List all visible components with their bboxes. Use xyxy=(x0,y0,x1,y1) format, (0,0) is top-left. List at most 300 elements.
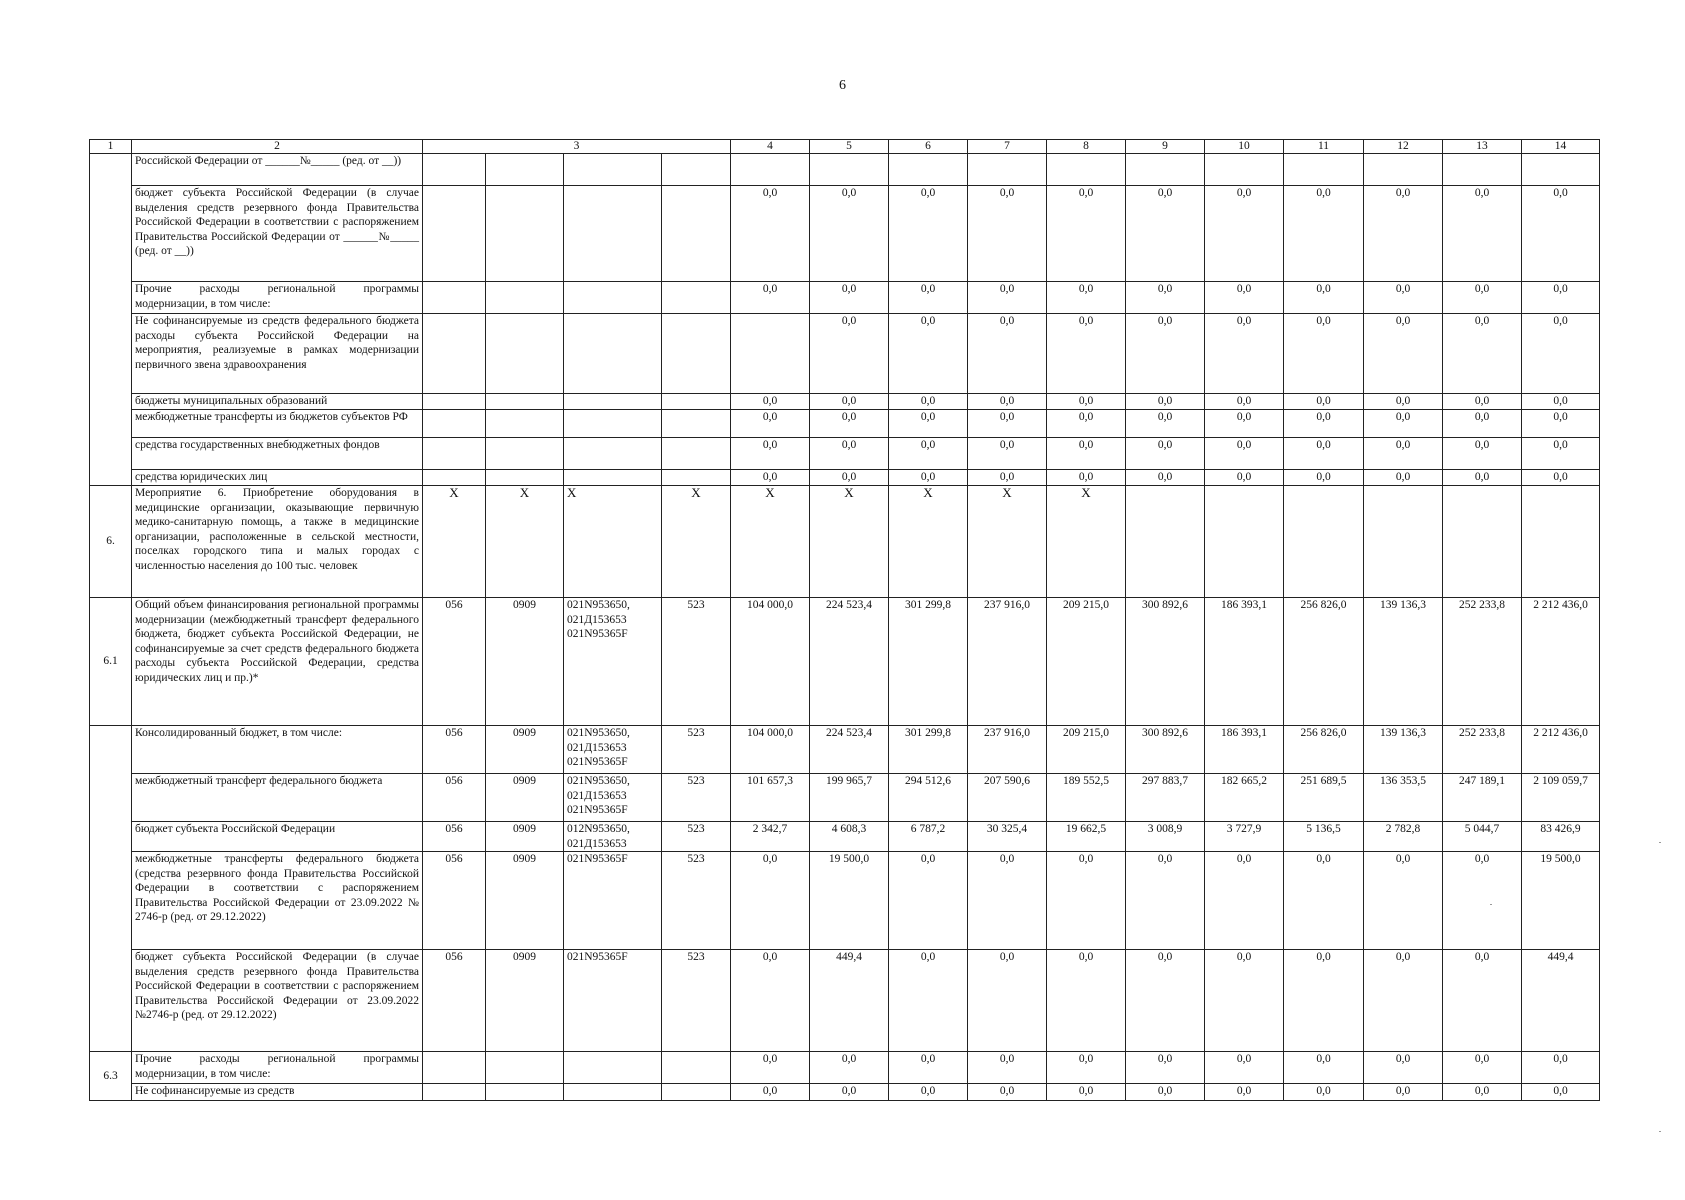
year-value-cell: 0,0 xyxy=(731,1084,810,1101)
year-value-cell: 0,0 xyxy=(889,852,968,950)
year-value-cell: 0,0 xyxy=(1047,438,1126,470)
year-value-cell: 0,0 xyxy=(1205,1084,1284,1101)
table-row xyxy=(90,726,1600,774)
table-row xyxy=(90,470,1600,486)
year-value-cell: 0,0 xyxy=(810,1084,889,1101)
row-id-cell: 6.1 xyxy=(90,598,132,726)
year-value-cell: 0,0 xyxy=(810,1052,889,1084)
year-value-cell: X xyxy=(968,486,1047,598)
row-description: Консолидированный бюджет, в том числе: xyxy=(132,726,423,774)
budget-code-cell xyxy=(423,314,486,394)
year-value-cell: 0,0 xyxy=(889,1052,968,1084)
year-value-cell: 209 215,0 xyxy=(1047,598,1126,726)
year-value-cell: 2 212 436,0 xyxy=(1522,726,1600,774)
year-value-cell: 0,0 xyxy=(731,282,810,314)
year-value-cell: 2 342,7 xyxy=(731,822,810,852)
budget-code-cell xyxy=(486,438,564,470)
year-value-cell: 237 916,0 xyxy=(968,726,1047,774)
year-value-cell: 0,0 xyxy=(1126,186,1205,282)
year-value-cell: 0,0 xyxy=(1522,1052,1600,1084)
year-value-cell: 0,0 xyxy=(1047,852,1126,950)
year-value-cell: 0,0 xyxy=(1443,950,1522,1052)
header-cell: 14 xyxy=(1522,140,1600,154)
year-value-cell: 0,0 xyxy=(1443,282,1522,314)
table-row xyxy=(90,314,1600,394)
year-value-cell: 0,0 xyxy=(1126,470,1205,486)
year-value-cell: 0,0 xyxy=(1284,314,1364,394)
budget-code-cell: 523 xyxy=(662,598,731,726)
budget-code-cell xyxy=(564,154,662,186)
budget-code-cell xyxy=(564,314,662,394)
budget-code-cell xyxy=(486,314,564,394)
year-value-cell: 300 892,6 xyxy=(1126,598,1205,726)
year-value-cell: 0,0 xyxy=(1443,410,1522,438)
year-value-cell: 0,0 xyxy=(968,410,1047,438)
year-value-cell xyxy=(968,154,1047,186)
budget-code-cell xyxy=(564,394,662,410)
page-number: 6 xyxy=(839,78,846,93)
year-value-cell: 209 215,0 xyxy=(1047,726,1126,774)
year-value-cell: 0,0 xyxy=(731,950,810,1052)
year-value-cell: 0,0 xyxy=(1364,852,1443,950)
table-row xyxy=(90,394,1600,410)
year-value-cell: 0,0 xyxy=(1205,852,1284,950)
year-value-cell: 0,0 xyxy=(1364,394,1443,410)
row-description: бюджет субъекта Российской Федерации (в случае выделения средств резервного фонда Правительства Российской Федерации в соответствии с распоряжением Правительства Российской Федерации от ______№_____ (ред. от __)) xyxy=(132,186,423,282)
row-description: Прочие расходы региональной программы модернизации, в том числе: xyxy=(132,282,423,314)
year-value-cell: X xyxy=(810,486,889,598)
year-value-cell: 0,0 xyxy=(1443,186,1522,282)
year-value-cell: X xyxy=(731,486,810,598)
year-value-cell: 297 883,7 xyxy=(1126,774,1205,822)
budget-code-cell: 0909 xyxy=(486,852,564,950)
year-value-cell: 0,0 xyxy=(889,470,968,486)
budget-code-cell xyxy=(662,154,731,186)
year-value-cell: 0,0 xyxy=(1284,950,1364,1052)
year-value-cell: 0,0 xyxy=(1205,282,1284,314)
budget-code-cell: 056 xyxy=(423,950,486,1052)
year-value-cell xyxy=(1364,154,1443,186)
budget-code-cell xyxy=(662,1052,731,1084)
budget-code-cell xyxy=(423,1084,486,1101)
year-value-cell: 0,0 xyxy=(1364,314,1443,394)
budget-code-cell xyxy=(662,410,731,438)
year-value-cell: 182 665,2 xyxy=(1205,774,1284,822)
header-cell: 3 xyxy=(423,140,731,154)
table-row xyxy=(90,774,1600,822)
budget-code-cell xyxy=(486,154,564,186)
budget-code-cell xyxy=(564,470,662,486)
year-value-cell: 0,0 xyxy=(1126,282,1205,314)
year-value-cell: 449,4 xyxy=(810,950,889,1052)
year-value-cell: 19 500,0 xyxy=(810,852,889,950)
budget-code-cell xyxy=(486,394,564,410)
year-value-cell xyxy=(1284,154,1364,186)
year-value-cell: 0,0 xyxy=(889,950,968,1052)
row-description: межбюджетные трансферты федерального бюджета (средства резервного фонда Правительства Российской Федерации в соответствии с распоряжением Правительства Российской Федерации от 23.09.2022 № 2746-р (ред. от 29.12.2022) xyxy=(132,852,423,950)
table-row xyxy=(90,410,1600,438)
budget-code-cell: 056 xyxy=(423,852,486,950)
year-value-cell: 0,0 xyxy=(1522,282,1600,314)
year-value-cell: 0,0 xyxy=(810,394,889,410)
year-value-cell: 139 136,3 xyxy=(1364,726,1443,774)
row-description: Российской Федерации от ______№_____ (ред. от __)) xyxy=(132,154,423,186)
year-value-cell: 0,0 xyxy=(889,282,968,314)
budget-code-cell xyxy=(662,1084,731,1101)
budget-code-cell xyxy=(564,1052,662,1084)
year-value-cell: 0,0 xyxy=(1284,1084,1364,1101)
budget-code-cell: 0909 xyxy=(486,774,564,822)
year-value-cell: 0,0 xyxy=(1522,314,1600,394)
year-value-cell: 5 136,5 xyxy=(1284,822,1364,852)
header-cell: 5 xyxy=(810,140,889,154)
budget-code-cell: 523 xyxy=(662,774,731,822)
budget-code-cell: 056 xyxy=(423,598,486,726)
year-value-cell: 0,0 xyxy=(810,314,889,394)
budget-code-cell: 012N953650, 021Д153653 xyxy=(564,822,662,852)
budget-code-cell xyxy=(564,282,662,314)
year-value-cell: 0,0 xyxy=(1364,470,1443,486)
year-value-cell: 0,0 xyxy=(889,438,968,470)
budget-code-cell: 056 xyxy=(423,822,486,852)
budget-code-cell: 0909 xyxy=(486,726,564,774)
year-value-cell: 0,0 xyxy=(731,186,810,282)
year-value-cell: 0,0 xyxy=(810,470,889,486)
year-value-cell: 0,0 xyxy=(1443,1052,1522,1084)
budget-code-cell xyxy=(662,186,731,282)
budget-code-cell xyxy=(486,1084,564,1101)
year-value-cell: 186 393,1 xyxy=(1205,726,1284,774)
year-value-cell: 0,0 xyxy=(1522,438,1600,470)
header-cell: 9 xyxy=(1126,140,1205,154)
year-value-cell: 0,0 xyxy=(1364,438,1443,470)
table-row xyxy=(90,438,1600,470)
budget-code-cell: X xyxy=(564,486,662,598)
budget-code-cell: 523 xyxy=(662,726,731,774)
budget-code-cell: 523 xyxy=(662,950,731,1052)
budget-code-cell xyxy=(662,438,731,470)
year-value-cell: 0,0 xyxy=(810,410,889,438)
budget-code-cell xyxy=(423,154,486,186)
year-value-cell: 0,0 xyxy=(1205,314,1284,394)
header-cell: 10 xyxy=(1205,140,1284,154)
year-value-cell: 5 044,7 xyxy=(1443,822,1522,852)
year-value-cell: 0,0 xyxy=(968,1052,1047,1084)
year-value-cell: X xyxy=(1047,486,1126,598)
year-value-cell: 0,0 xyxy=(731,438,810,470)
budget-code-cell xyxy=(564,410,662,438)
year-value-cell: 0,0 xyxy=(1205,410,1284,438)
year-value-cell: 0,0 xyxy=(1284,282,1364,314)
row-id-cell xyxy=(90,154,132,486)
table-row xyxy=(90,1052,1600,1084)
budget-code-cell: 021N95365F xyxy=(564,852,662,950)
year-value-cell: 0,0 xyxy=(1047,410,1126,438)
year-value-cell: 0,0 xyxy=(810,438,889,470)
year-value-cell: 0,0 xyxy=(1522,470,1600,486)
year-value-cell: 2 212 436,0 xyxy=(1522,598,1600,726)
year-value-cell: 0,0 xyxy=(1284,186,1364,282)
year-value-cell xyxy=(731,314,810,394)
year-value-cell: 0,0 xyxy=(1522,410,1600,438)
table-row xyxy=(90,1084,1600,1101)
header-cell: 12 xyxy=(1364,140,1443,154)
year-value-cell: 0,0 xyxy=(968,282,1047,314)
budget-code-cell xyxy=(564,1084,662,1101)
year-value-cell: 301 299,8 xyxy=(889,598,968,726)
year-value-cell: 0,0 xyxy=(810,282,889,314)
budget-code-cell xyxy=(423,470,486,486)
year-value-cell: 0,0 xyxy=(810,186,889,282)
year-value-cell: 0,0 xyxy=(1284,410,1364,438)
year-value-cell: 0,0 xyxy=(1047,1084,1126,1101)
table-row xyxy=(90,486,1600,598)
year-value-cell: 0,0 xyxy=(1205,186,1284,282)
year-value-cell: 0,0 xyxy=(1443,1084,1522,1101)
year-value-cell: 0,0 xyxy=(1126,950,1205,1052)
year-value-cell: 0,0 xyxy=(1126,394,1205,410)
header-cell: 2 xyxy=(132,140,423,154)
table-row xyxy=(90,950,1600,1052)
budget-code-cell: 056 xyxy=(423,774,486,822)
budget-code-cell: 0909 xyxy=(486,598,564,726)
year-value-cell: 0,0 xyxy=(1047,470,1126,486)
budget-code-cell: X xyxy=(423,486,486,598)
budget-code-cell xyxy=(486,410,564,438)
year-value-cell: 0,0 xyxy=(968,314,1047,394)
year-value-cell: 0,0 xyxy=(1205,470,1284,486)
year-value-cell xyxy=(889,154,968,186)
year-value-cell: 0,0 xyxy=(968,950,1047,1052)
year-value-cell: 0,0 xyxy=(1047,314,1126,394)
year-value-cell: 189 552,5 xyxy=(1047,774,1126,822)
year-value-cell: 3 008,9 xyxy=(1126,822,1205,852)
year-value-cell: 0,0 xyxy=(968,852,1047,950)
header-cell: 7 xyxy=(968,140,1047,154)
row-description: бюджет субъекта Российской Федерации (в случае выделения средств резервного фонда Правительства Российской Федерации в соответствии с распоряжением Правительства Российской Федерации от 23.09.2022 №2746-р (ред. от 29.12.2022) xyxy=(132,950,423,1052)
year-value-cell: 0,0 xyxy=(1047,186,1126,282)
year-value-cell: 0,0 xyxy=(1126,438,1205,470)
year-value-cell: 0,0 xyxy=(731,852,810,950)
budget-table xyxy=(89,139,1600,1101)
year-value-cell xyxy=(1443,486,1522,598)
year-value-cell: 199 965,7 xyxy=(810,774,889,822)
budget-code-cell xyxy=(486,1052,564,1084)
budget-code-cell xyxy=(486,282,564,314)
year-value-cell: 251 689,5 xyxy=(1284,774,1364,822)
year-value-cell: 0,0 xyxy=(1522,394,1600,410)
budget-code-cell: 056 xyxy=(423,726,486,774)
year-value-cell: 104 000,0 xyxy=(731,726,810,774)
year-value-cell: 0,0 xyxy=(1126,314,1205,394)
year-value-cell: 0,0 xyxy=(889,1084,968,1101)
budget-code-cell: 021N953650, 021Д153653 021N95365F xyxy=(564,726,662,774)
budget-code-cell xyxy=(423,394,486,410)
row-description: Мероприятие 6. Приобретение оборудования в медицинские организации, оказывающие первичную медико-санитарную помощь, а также в медицинские организации, расположенные в сельской местности, поселках городского типа и малых городах с численностью населения до 100 тыс. человек xyxy=(132,486,423,598)
row-description: межбюджетный трансферт федерального бюджета xyxy=(132,774,423,822)
year-value-cell: 30 325,4 xyxy=(968,822,1047,852)
year-value-cell xyxy=(1205,154,1284,186)
year-value-cell: 104 000,0 xyxy=(731,598,810,726)
year-value-cell: 0,0 xyxy=(968,438,1047,470)
year-value-cell xyxy=(1126,154,1205,186)
row-description: Прочие расходы региональной программы модернизации, в том числе: xyxy=(132,1052,423,1084)
year-value-cell: 256 826,0 xyxy=(1284,598,1364,726)
year-value-cell: 0,0 xyxy=(1522,1084,1600,1101)
year-value-cell: 300 892,6 xyxy=(1126,726,1205,774)
year-value-cell: 0,0 xyxy=(1364,410,1443,438)
year-value-cell: 0,0 xyxy=(1443,314,1522,394)
table-row xyxy=(90,186,1600,282)
year-value-cell: 0,0 xyxy=(1047,394,1126,410)
row-description: межбюджетные трансферты из бюджетов субъектов РФ xyxy=(132,410,423,438)
year-value-cell: 19 662,5 xyxy=(1047,822,1126,852)
header-row xyxy=(90,140,1600,154)
row-description: Не софинансируемые из средств федерального бюджета расходы субъекта Российской Федерации на мероприятия, реализуемые в рамках модернизации первичного звена здравоохранения xyxy=(132,314,423,394)
year-value-cell: 0,0 xyxy=(968,470,1047,486)
year-value-cell: 0,0 xyxy=(968,186,1047,282)
budget-code-cell xyxy=(423,438,486,470)
budget-code-cell xyxy=(662,394,731,410)
header-cell: 6 xyxy=(889,140,968,154)
year-value-cell: 19 500,0 xyxy=(1522,852,1600,950)
budget-code-cell xyxy=(486,470,564,486)
year-value-cell xyxy=(1443,154,1522,186)
year-value-cell: 0,0 xyxy=(1364,950,1443,1052)
row-id-cell: 6.3 xyxy=(90,1052,132,1101)
budget-code-cell xyxy=(423,1052,486,1084)
table-row xyxy=(90,282,1600,314)
year-value-cell: 2 782,8 xyxy=(1364,822,1443,852)
year-value-cell xyxy=(810,154,889,186)
year-value-cell: 0,0 xyxy=(1443,470,1522,486)
year-value-cell: 0,0 xyxy=(968,394,1047,410)
year-value-cell: 252 233,8 xyxy=(1443,598,1522,726)
year-value-cell: 0,0 xyxy=(889,314,968,394)
year-value-cell: 0,0 xyxy=(1284,394,1364,410)
year-value-cell: 256 826,0 xyxy=(1284,726,1364,774)
table-row xyxy=(90,154,1600,186)
year-value-cell: 301 299,8 xyxy=(889,726,968,774)
header-cell: 8 xyxy=(1047,140,1126,154)
year-value-cell: 0,0 xyxy=(1126,852,1205,950)
table-row xyxy=(90,598,1600,726)
budget-code-cell xyxy=(662,314,731,394)
year-value-cell: 0,0 xyxy=(1364,1084,1443,1101)
budget-code-cell xyxy=(662,282,731,314)
row-id-cell xyxy=(90,726,132,1052)
budget-code-cell: 021N953650, 021Д153653 021N95365F xyxy=(564,774,662,822)
year-value-cell: 101 657,3 xyxy=(731,774,810,822)
budget-code-cell: X xyxy=(662,486,731,598)
year-value-cell: 0,0 xyxy=(1126,410,1205,438)
year-value-cell: 0,0 xyxy=(1364,1052,1443,1084)
budget-code-cell xyxy=(564,438,662,470)
year-value-cell: 0,0 xyxy=(731,410,810,438)
year-value-cell: 0,0 xyxy=(731,1052,810,1084)
budget-code-cell xyxy=(486,186,564,282)
year-value-cell: 0,0 xyxy=(1126,1084,1205,1101)
budget-code-cell: 021N95365F xyxy=(564,950,662,1052)
table-row xyxy=(90,822,1600,852)
year-value-cell: 2 109 059,7 xyxy=(1522,774,1600,822)
budget-code-cell: 0909 xyxy=(486,822,564,852)
year-value-cell: 0,0 xyxy=(1047,282,1126,314)
row-description: средства государственных внебюджетных фондов xyxy=(132,438,423,470)
year-value-cell xyxy=(1522,486,1600,598)
year-value-cell: 136 353,5 xyxy=(1364,774,1443,822)
year-value-cell: 0,0 xyxy=(1522,186,1600,282)
year-value-cell: 224 523,4 xyxy=(810,598,889,726)
year-value-cell: 0,0 xyxy=(731,470,810,486)
row-description: бюджет субъекта Российской Федерации xyxy=(132,822,423,852)
budget-code-cell: X xyxy=(486,486,564,598)
year-value-cell: 0,0 xyxy=(1205,394,1284,410)
row-id-cell: 6. xyxy=(90,486,132,598)
year-value-cell xyxy=(1047,154,1126,186)
budget-code-cell xyxy=(423,186,486,282)
budget-code-cell: 0909 xyxy=(486,950,564,1052)
year-value-cell: 0,0 xyxy=(731,394,810,410)
row-description: Не софинансируемые из средств xyxy=(132,1084,423,1101)
budget-code-cell xyxy=(423,410,486,438)
year-value-cell: 0,0 xyxy=(889,394,968,410)
year-value-cell: 0,0 xyxy=(1047,1052,1126,1084)
year-value-cell xyxy=(1522,154,1600,186)
year-value-cell: 186 393,1 xyxy=(1205,598,1284,726)
row-description: бюджеты муниципальных образований xyxy=(132,394,423,410)
year-value-cell: 0,0 xyxy=(1126,1052,1205,1084)
year-value-cell: 0,0 xyxy=(889,186,968,282)
year-value-cell: 0,0 xyxy=(1047,950,1126,1052)
year-value-cell: 6 787,2 xyxy=(889,822,968,852)
row-description: средства юридических лиц xyxy=(132,470,423,486)
year-value-cell: 237 916,0 xyxy=(968,598,1047,726)
year-value-cell: 0,0 xyxy=(1364,186,1443,282)
year-value-cell: 207 590,6 xyxy=(968,774,1047,822)
year-value-cell: 3 727,9 xyxy=(1205,822,1284,852)
year-value-cell: 0,0 xyxy=(1205,438,1284,470)
budget-code-cell xyxy=(564,186,662,282)
budget-code-cell: 523 xyxy=(662,852,731,950)
year-value-cell: 247 189,1 xyxy=(1443,774,1522,822)
year-value-cell xyxy=(1205,486,1284,598)
header-cell: 13 xyxy=(1443,140,1522,154)
year-value-cell xyxy=(1364,486,1443,598)
header-cell: 11 xyxy=(1284,140,1364,154)
header-cell: 4 xyxy=(731,140,810,154)
budget-code-cell: 523 xyxy=(662,822,731,852)
year-value-cell: 0,0 xyxy=(1284,852,1364,950)
year-value-cell: 0,0 xyxy=(1284,438,1364,470)
year-value-cell: 4 608,3 xyxy=(810,822,889,852)
year-value-cell: X xyxy=(889,486,968,598)
year-value-cell: 449,4 xyxy=(1522,950,1600,1052)
year-value-cell: 0,0 xyxy=(1443,852,1522,950)
budget-code-cell xyxy=(662,470,731,486)
budget-code-cell xyxy=(423,282,486,314)
year-value-cell: 0,0 xyxy=(1284,470,1364,486)
year-value-cell: 0,0 xyxy=(1364,282,1443,314)
year-value-cell: 294 512,6 xyxy=(889,774,968,822)
year-value-cell xyxy=(731,154,810,186)
header-cell: 1 xyxy=(90,140,132,154)
year-value-cell: 0,0 xyxy=(1284,1052,1364,1084)
year-value-cell: 139 136,3 xyxy=(1364,598,1443,726)
year-value-cell: 0,0 xyxy=(1443,438,1522,470)
year-value-cell: 0,0 xyxy=(889,410,968,438)
year-value-cell: 0,0 xyxy=(1205,950,1284,1052)
